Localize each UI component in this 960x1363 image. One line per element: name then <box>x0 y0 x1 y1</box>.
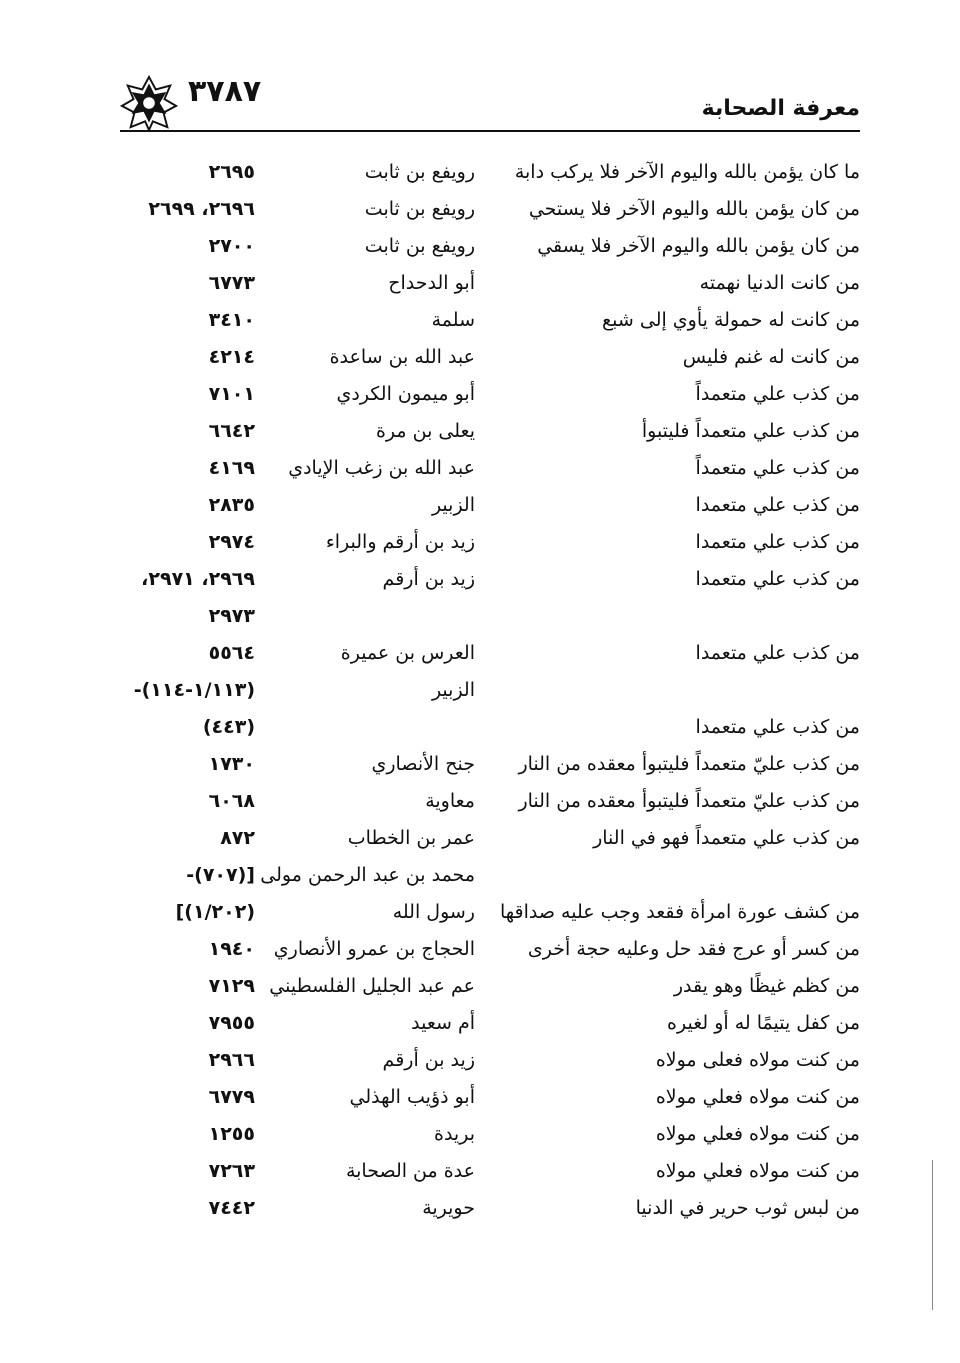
narrator-name: أم سعيد <box>411 1012 475 1034</box>
header-divider <box>120 130 860 132</box>
reference-number: ٢٩٦٦ <box>208 1049 255 1071</box>
index-row <box>0 557 960 631</box>
reference-number: (١/٢٠٢)] <box>175 901 255 923</box>
page-header <box>110 72 860 132</box>
index-row <box>0 224 960 261</box>
reference-number: ١٩٤٠ <box>208 938 255 960</box>
reference-number: ٦٧٧٣ <box>208 272 255 294</box>
index-row <box>0 298 960 335</box>
hadith-text: من كانت الدنيا نهمته <box>699 272 860 294</box>
reference-number: ٢٦٩٦، ٢٦٩٩ <box>148 198 255 220</box>
hadith-text: من كنت مولاه فعلي مولاه <box>655 1086 860 1108</box>
index-row <box>0 853 960 927</box>
index-row <box>0 150 960 187</box>
index-row <box>0 1001 960 1038</box>
index-row <box>0 372 960 409</box>
reference-number: [(٧٠٧)- <box>186 864 255 886</box>
hadith-text: من كذب علي متعمدا <box>695 716 860 738</box>
narrator-name: رويفع بن ثابت <box>364 235 475 257</box>
reference-number: ٨٧٢ <box>220 827 255 849</box>
narrator-name: محمد بن عبد الرحمن مولى <box>260 864 475 886</box>
narrator-name: الزبير <box>431 679 475 701</box>
reference-number: ٢٩٦٩، ٢٩٧١، <box>141 568 255 590</box>
narrator-name: زيد بن أرقم <box>382 1049 475 1071</box>
reference-number: ٧٢٦٣ <box>208 1160 255 1182</box>
narrator-name: عبد الله بن ساعدة <box>329 346 475 368</box>
narrator-name: أبو الدحداح <box>388 272 475 294</box>
hadith-text: من كذب علي متعمدا <box>695 531 860 553</box>
narrator-name: أبو ميمون الكردي <box>336 383 475 405</box>
hadith-text: من لبس ثوب حرير في الدنيا <box>635 1197 860 1219</box>
index-row <box>0 1038 960 1075</box>
index-row <box>0 816 960 853</box>
hadith-text: من كسر أو عرج فقد حل وعليه حجة أخرى <box>527 938 860 960</box>
reference-number: ٧٩٥٥ <box>208 1012 255 1034</box>
narrator-name: العرس بن عميرة <box>340 642 475 664</box>
ornament-icon <box>120 74 178 132</box>
index-row <box>0 446 960 483</box>
hadith-text: من كذب علي متعمدا <box>695 568 860 590</box>
hadith-text: من كذب علي متعمدا <box>695 494 860 516</box>
narrator-name: الزبير <box>431 494 475 516</box>
reference-number: ٢٧٠٠ <box>208 235 255 257</box>
reference-number: ٣٤١٠ <box>208 309 255 331</box>
hadith-text: من كشف عورة امرأة فقعد وجب عليه صداقها <box>499 901 860 923</box>
index-row <box>0 742 960 779</box>
hadith-text: من كان يؤمن بالله واليوم الآخر فلا يسقي <box>537 235 860 257</box>
index-row <box>0 668 960 742</box>
index-row <box>0 1186 960 1223</box>
reference-number: ٢٨٣٥ <box>208 494 255 516</box>
index-row <box>0 520 960 557</box>
hadith-text: من كظم غيظًا وهو يقدر <box>673 975 860 997</box>
narrator-name: الحجاج بن عمرو الأنصاري <box>273 938 475 960</box>
narrator-name: بريدة <box>434 1123 475 1145</box>
hadith-text: من كفل يتيمًا له أو لغيره <box>667 1012 860 1034</box>
reference-number: ٢٦٩٥ <box>208 161 255 183</box>
reference-number: ٧٤٤٢ <box>208 1197 255 1219</box>
narrator-name: عدة من الصحابة <box>345 1160 475 1182</box>
hadith-text: من كذب عليّ متعمداً فليتبوأ معقده من النار <box>518 753 860 775</box>
hadith-text: ما كان يؤمن بالله واليوم الآخر فلا يركب دابة <box>514 161 860 183</box>
reference-number: ٧١٢٩ <box>208 975 255 997</box>
narrator-name: عمر بن الخطاب <box>347 827 475 849</box>
narrator-name: سلمة <box>431 309 475 331</box>
index-row <box>0 1075 960 1112</box>
index-row <box>0 1112 960 1149</box>
reference-number: ٥٥٦٤ <box>208 642 255 664</box>
hadith-text: من كذب عليّ متعمداً فليتبوأ معقده من النار <box>518 790 860 812</box>
hadith-text: من كانت له حمولة يأوي إلى شبع <box>602 309 860 331</box>
hadith-text: من كذب علي متعمدا <box>695 642 860 664</box>
hadith-text: من كذب علي متعمداً <box>695 383 860 405</box>
reference-number: ٦٦٤٢ <box>208 420 255 442</box>
reference-number: ٤٢١٤ <box>208 346 255 368</box>
narrator-name: عم عبد الجليل الفلسطيني <box>269 975 475 997</box>
hadith-text: من كنت مولاه فعلي مولاه <box>655 1123 860 1145</box>
index-row <box>0 927 960 964</box>
hadith-text: من كنت مولاه فعلى مولاه <box>655 1049 860 1071</box>
reference-number: ٢٩٧٣ <box>208 605 255 627</box>
reference-number: ٤١٦٩ <box>208 457 255 479</box>
narrator-name: جنح الأنصاري <box>371 753 475 775</box>
index-table <box>0 150 960 1223</box>
index-row <box>0 1149 960 1186</box>
hadith-text: من كذب علي متعمداً <box>695 457 860 479</box>
hadith-text: من كذب علي متعمداً فهو في النار <box>593 827 860 849</box>
index-row <box>0 964 960 1001</box>
reference-number: ١٧٣٠ <box>208 753 255 775</box>
narrator-name: معاوية <box>425 790 475 812</box>
hadith-text: من كنت مولاه فعلي مولاه <box>655 1160 860 1182</box>
book-title: معرفة الصحابة <box>701 96 860 121</box>
narrator-name: عبد الله بن زغب الإيادي <box>288 457 475 479</box>
index-row <box>0 261 960 298</box>
narrator-name: زيد بن أرقم والبراء <box>325 531 475 553</box>
hadith-text: من كانت له غنم فليس <box>682 346 860 368</box>
narrator-name: رويفع بن ثابت <box>364 161 475 183</box>
index-row <box>0 335 960 372</box>
margin-line <box>932 1160 933 1310</box>
page-number: ٣٧٨٧ <box>188 74 262 109</box>
narrator-name: زيد بن أرقم <box>382 568 475 590</box>
index-row <box>0 409 960 446</box>
reference-number: (١/١١٣-١١٤)- <box>133 679 255 701</box>
narrator-name: أبو ذؤيب الهذلي <box>349 1086 475 1108</box>
narrator-name: رسول الله <box>392 901 475 923</box>
reference-number: ٦٧٧٩ <box>208 1086 255 1108</box>
reference-number: ٦٠٦٨ <box>208 790 255 812</box>
index-row <box>0 779 960 816</box>
narrator-name: يعلى بن مرة <box>375 420 475 442</box>
hadith-text: من كذب علي متعمداً فليتبوأ <box>641 420 860 442</box>
index-row <box>0 187 960 224</box>
index-row <box>0 631 960 668</box>
reference-number: ١٢٥٥ <box>208 1123 255 1145</box>
index-row <box>0 483 960 520</box>
narrator-name: حويرية <box>422 1197 475 1219</box>
reference-number: ٧١٠١ <box>208 383 255 405</box>
hadith-text: من كان يؤمن بالله واليوم الآخر فلا يستحي <box>528 198 860 220</box>
reference-number: ٢٩٧٤ <box>208 531 255 553</box>
reference-number: (٤٤٣) <box>202 716 255 738</box>
narrator-name: رويفع بن ثابت <box>364 198 475 220</box>
